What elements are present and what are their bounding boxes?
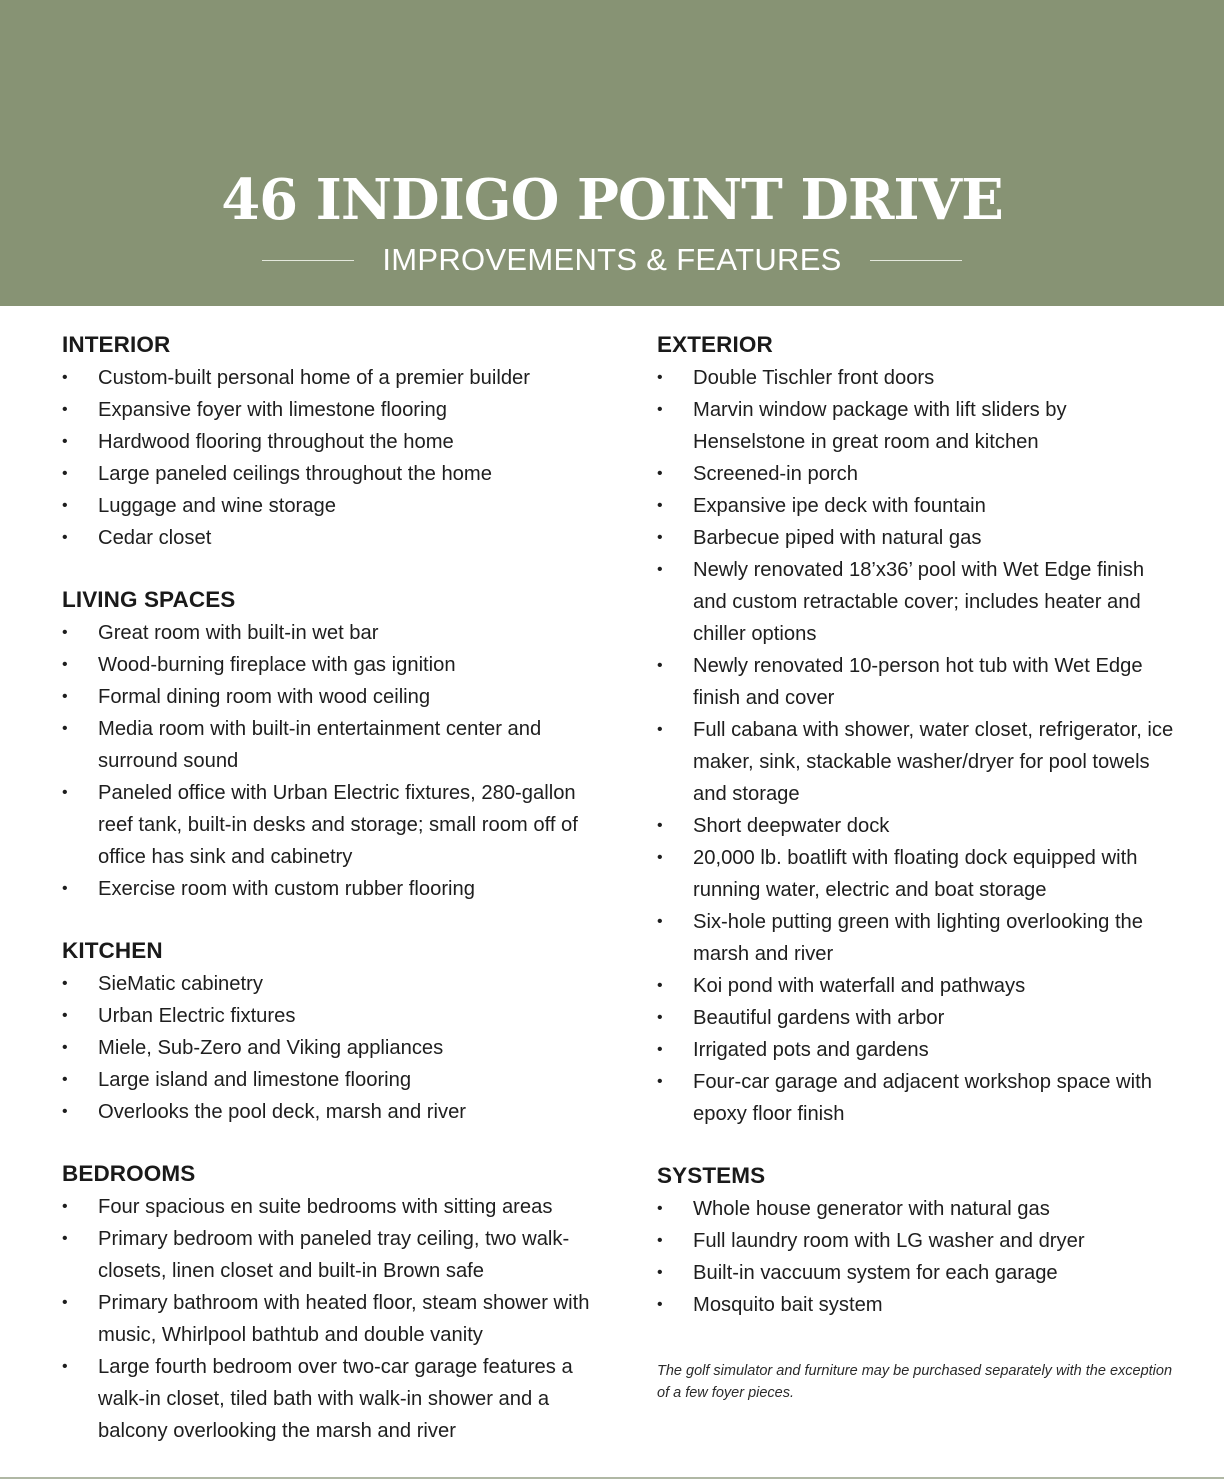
list-item: • Media room with built-in entertainment center and surround sound [62,713,602,777]
list-item: • Paneled office with Urban Electric fixtures, 280-gallon reef tank, built-in desks and storage; small room off of office has sink and cabinetry [62,777,602,873]
section-heading: INTERIOR [62,332,171,357]
list-item: • Great room with built-in wet bar [62,617,602,649]
list-item: • Four spacious en suite bedrooms with sitting areas [62,1191,602,1223]
list-item: • Urban Electric fixtures [62,1000,602,1032]
list-item: • Expansive ipe deck with fountain [657,490,1177,522]
list-item: • Hardwood flooring throughout the home [62,426,602,458]
header-banner [0,0,1224,306]
section-interior [62,330,602,554]
list-item: • Koi pond with waterfall and pathways [657,970,1177,1002]
page-title: 46 INDIGO POINT DRIVE [221,167,1003,233]
subtitle-row [0,240,1224,280]
section-exterior [657,330,1177,1130]
list-item: • Irrigated pots and gardens [657,1034,1177,1066]
right-column [657,330,1177,1352]
list-item: • Full laundry room with LG washer and dryer [657,1225,1177,1257]
list-item: • Large fourth bedroom over two-car garage features a walk-in closet, tiled bath with walk-in shower and a balcony overlooking the marsh and river [62,1351,602,1447]
feature-list [657,1193,1177,1321]
list-item: • Miele, Sub-Zero and Viking appliances [62,1032,602,1064]
list-item: • Formal dining room with wood ceiling [62,681,602,713]
feature-list [62,968,602,1128]
list-item: • Wood-burning fireplace with gas ignition [62,649,602,681]
list-item: • Custom-built personal home of a premier builder [62,362,602,394]
list-item: • Double Tischler front doors [657,362,1177,394]
list-item: • SieMatic cabinetry [62,968,602,1000]
section-heading: SYSTEMS [657,1163,766,1188]
subtitle-rule-left [262,260,354,261]
section-systems [657,1161,1177,1321]
list-item: • Newly renovated 10-person hot tub with Wet Edge finish and cover [657,650,1177,714]
left-column [62,330,602,1478]
list-item: • Whole house generator with natural gas [657,1193,1177,1225]
list-item: • Full cabana with shower, water closet, refrigerator, ice maker, sink, stackable washer/dryer for pool towels and storage [657,714,1177,810]
list-item: • Primary bedroom with paneled tray ceiling, two walk-closets, linen closet and built-in Brown safe [62,1223,602,1287]
section-living-spaces [62,585,602,905]
list-item: • Beautiful gardens with arbor [657,1002,1177,1034]
list-item: • Barbecue piped with natural gas [657,522,1177,554]
list-item: • Short deepwater dock [657,810,1177,842]
footnote: The golf simulator and furniture may be purchased separately with the exception of a few foyer pieces. [657,1363,1173,1401]
list-item: • Screened-in porch [657,458,1177,490]
list-item: • Mosquito bait system [657,1289,1177,1321]
feature-list [62,1191,602,1447]
section-heading: KITCHEN [62,938,163,963]
section-heading: EXTERIOR [657,332,773,357]
feature-list [62,617,602,905]
section-heading: LIVING SPACES [62,587,236,612]
page-subtitle: IMPROVEMENTS & FEATURES [382,242,842,277]
section-bedrooms [62,1159,602,1447]
subtitle-rule-right [870,260,962,261]
list-item: • Primary bathroom with heated floor, steam shower with music, Whirlpool bathtub and double vanity [62,1287,602,1351]
list-item: • Cedar closet [62,522,602,554]
list-item: • Marvin window package with lift sliders by Henselstone in great room and kitchen [657,394,1177,458]
list-item: • Expansive foyer with limestone flooring [62,394,602,426]
feature-list [62,362,602,554]
section-heading: BEDROOMS [62,1161,196,1186]
list-item: • Overlooks the pool deck, marsh and river [62,1096,602,1128]
feature-list [657,362,1177,1130]
list-item: • Four-car garage and adjacent workshop space with epoxy floor finish [657,1066,1177,1130]
list-item: • Six-hole putting green with lighting overlooking the marsh and river [657,906,1177,970]
list-item: • Built-in vaccuum system for each garage [657,1257,1177,1289]
list-item: • Newly renovated 18’x36’ pool with Wet Edge finish and custom retractable cover; includes heater and chiller options [657,554,1177,650]
list-item: • Large island and limestone flooring [62,1064,602,1096]
list-item: • Luggage and wine storage [62,490,602,522]
section-kitchen [62,936,602,1128]
list-item: • Large paneled ceilings throughout the home [62,458,602,490]
list-item: • Exercise room with custom rubber flooring [62,873,602,905]
bottom-divider [0,1477,1224,1479]
list-item: • 20,000 lb. boatlift with floating dock equipped with running water, electric and boat storage [657,842,1177,906]
